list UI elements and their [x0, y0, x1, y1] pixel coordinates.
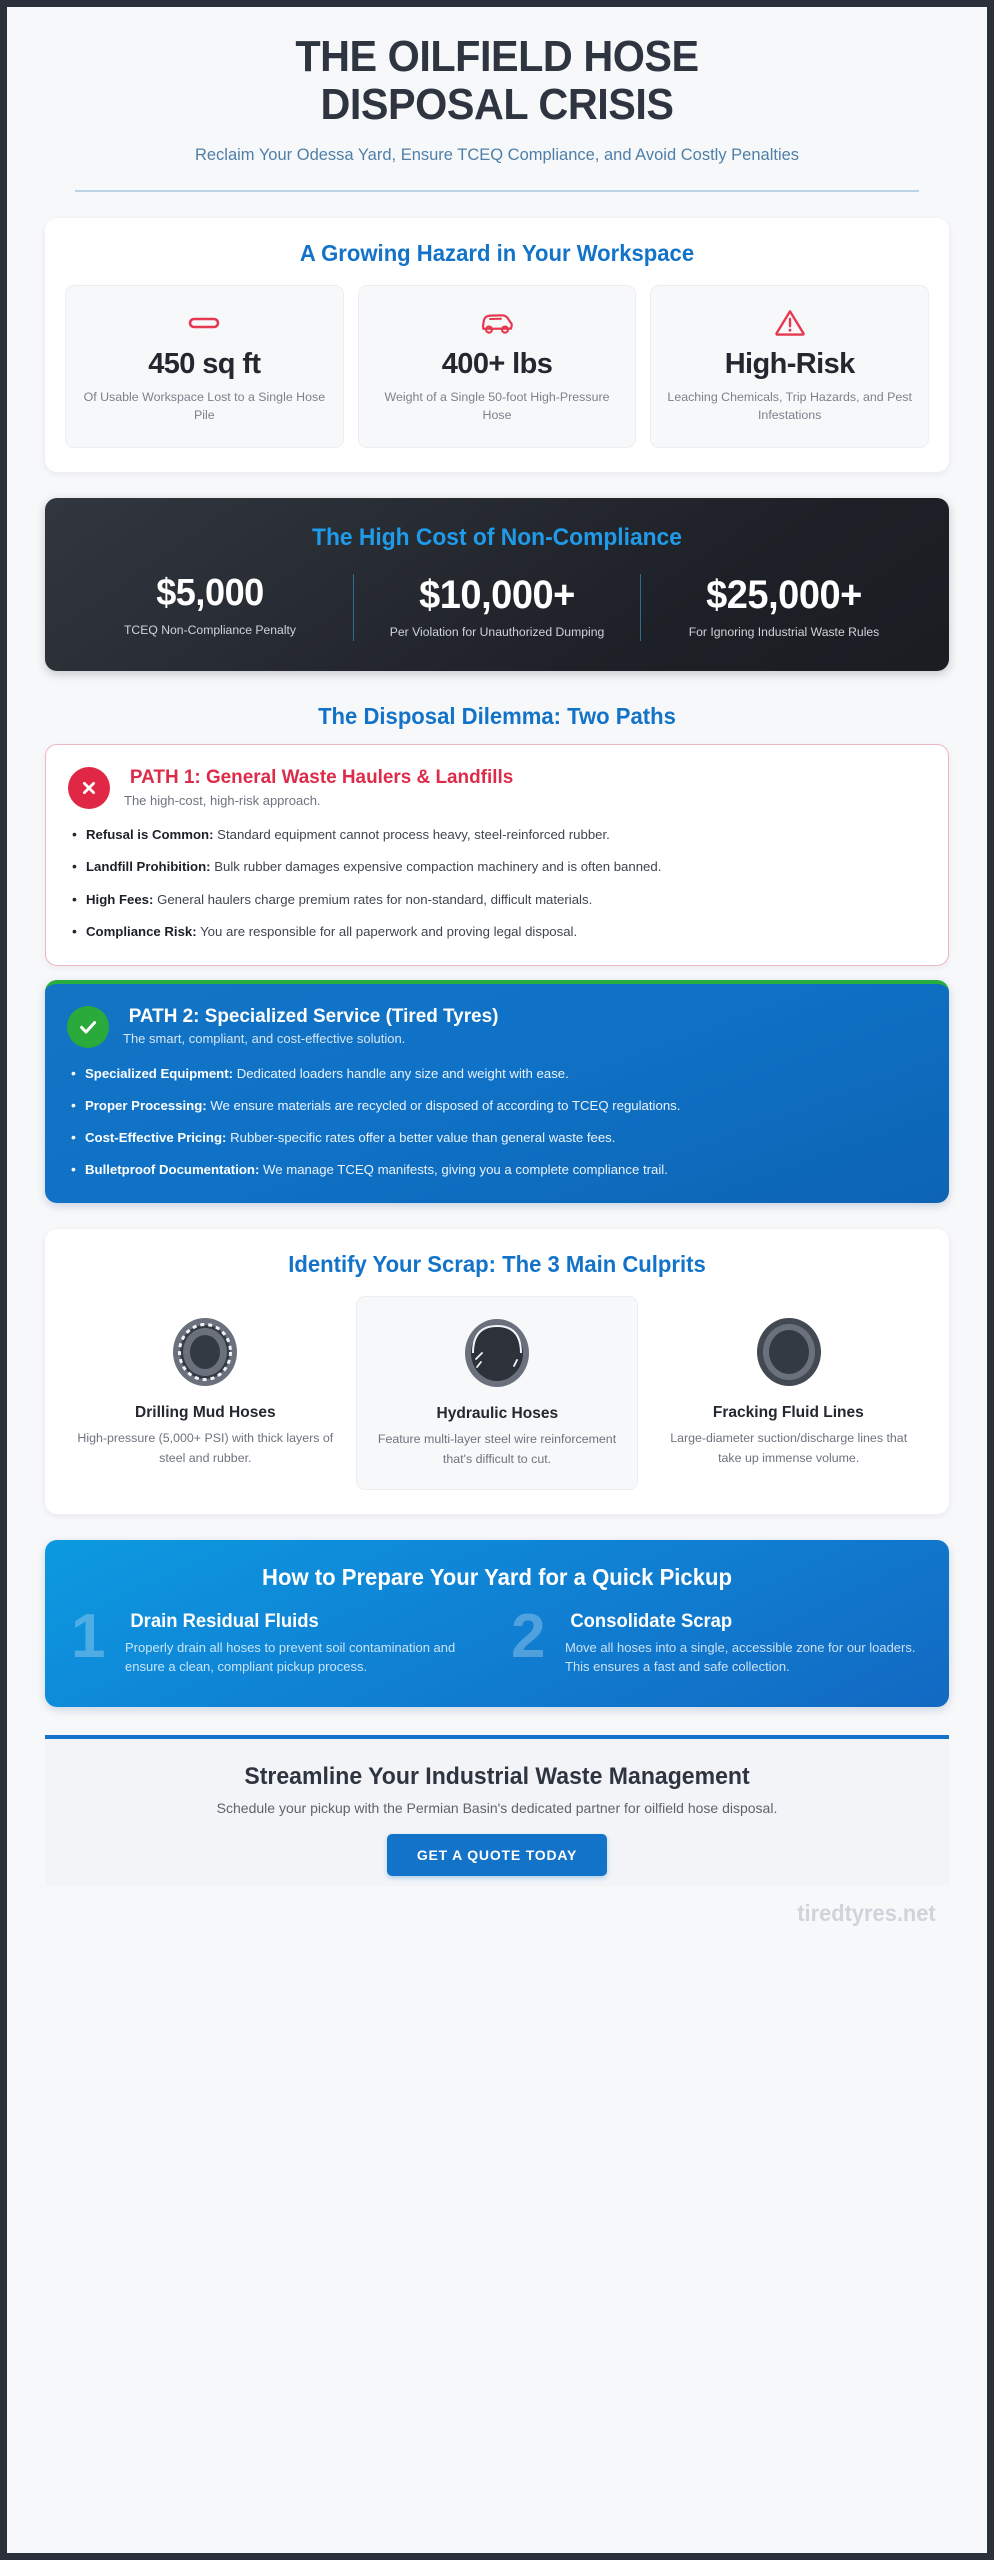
bullet-text: We ensure materials are recycled or disposed of according to TCEQ regulations.: [206, 1097, 681, 1113]
cost-caption: For Ignoring Industrial Waste Rules: [688, 624, 880, 639]
stat-label: Weight of a Single 50-foot High-Pressure Hose: [384, 389, 610, 422]
scrap-desc: High-pressure (5,000+ PSI) with thick layers of steel and rubber.: [77, 1431, 334, 1465]
cost-amount: $25,000+: [706, 572, 862, 617]
cost-items-row: [67, 571, 927, 641]
header-divider: [75, 190, 919, 192]
hose-bar-icon: [78, 306, 331, 340]
cost-amount: $10,000+: [419, 572, 575, 617]
dilemma-title: The Disposal Dilemma: Two Paths: [318, 703, 676, 730]
scrap-desc: Feature multi-layer steel wire reinforcement that's difficult to cut.: [377, 1432, 617, 1466]
list-item: [67, 1096, 927, 1115]
path-2-subtitle: The smart, compliant, and cost-effective solution.: [123, 1031, 406, 1047]
path-1-subtitle: The high-cost, high-risk approach.: [124, 792, 321, 808]
cost-item-industrial-waste: [640, 574, 927, 641]
cost-item-dumping-violation: [353, 574, 640, 641]
step-number: 2: [511, 1601, 546, 1671]
bullet-label: Proper Processing:: [85, 1097, 207, 1113]
stat-card-risk: [650, 285, 929, 448]
list-item: [67, 1128, 927, 1147]
path-1-title: PATH 1: General Waste Haulers & Landfills: [129, 766, 514, 789]
stat-label: Of Usable Workspace Lost to a Single Hose Pile: [83, 389, 326, 422]
page-title-line1: THE OILFIELD HOSE: [295, 32, 699, 81]
stat-value: 450 sq ft: [148, 347, 261, 380]
x-circle-icon: [68, 767, 110, 809]
page-title: [100, 33, 893, 128]
step-desc: Move all hoses into a single, accessible zone for our loaders. This ensures a fast and safe collection.: [565, 1639, 916, 1675]
cost-title: The High Cost of Non-Compliance: [312, 523, 682, 551]
cost-caption: TCEQ Non-Compliance Penalty: [123, 622, 297, 637]
stat-value: High-Risk: [724, 347, 855, 380]
path-2-header: [67, 1004, 927, 1048]
prepare-section: [45, 1540, 949, 1707]
bullet-label: Specialized Equipment:: [85, 1065, 234, 1081]
list-item: [68, 890, 926, 909]
cost-section: [45, 498, 949, 671]
prepare-step-1: [71, 1601, 483, 1677]
list-item: [68, 825, 926, 844]
list-item: [67, 1160, 927, 1179]
step-title: Consolidate Scrap: [570, 1610, 733, 1632]
cost-caption: Per Violation for Unauthorized Dumping: [389, 624, 605, 639]
stat-label: Leaching Chemicals, Trip Hazards, and Pest Infestations: [667, 389, 912, 422]
cost-item-tceq-penalty: [67, 571, 353, 639]
path-2-card: [45, 980, 949, 1204]
page-title-line2: DISPOSAL CRISIS: [320, 79, 674, 129]
page-subtitle: Reclaim Your Odessa Yard, Ensure TCEQ Compliance, and Avoid Costly Penalties: [194, 146, 800, 165]
footer-cta-section: [45, 1735, 949, 1886]
car-weight-icon: [371, 306, 624, 340]
site-watermark: tiredtyres.net: [797, 1899, 936, 1926]
bullet-label: Landfill Prohibition:: [86, 859, 211, 875]
scrap-desc: Large-diameter suction/discharge lines that take up immense volume.: [670, 1431, 908, 1465]
prepare-step-2: [511, 1601, 923, 1677]
bullet-label: Compliance Risk:: [86, 923, 197, 939]
list-item: [67, 1064, 927, 1083]
hydraulic-hose-cross-section-icon: [369, 1315, 626, 1391]
path-1-card: [45, 744, 949, 966]
bullet-text: Standard equipment cannot process heavy, steel-reinforced rubber.: [213, 827, 610, 843]
warning-triangle-icon: [663, 306, 916, 340]
scrap-name: Drilling Mud Hoses: [135, 1404, 276, 1422]
path-2-bullets: [67, 1064, 927, 1180]
fracking-fluid-line-cross-section-icon: [660, 1314, 917, 1390]
scrap-name: Fracking Fluid Lines: [713, 1404, 865, 1422]
bullet-text: Bulk rubber damages expensive compaction machinery and is often banned.: [210, 859, 662, 875]
bullet-text: We manage TCEQ manifests, giving you a complete compliance trail.: [259, 1162, 668, 1178]
bullet-label: High Fees:: [86, 891, 154, 907]
list-item: [68, 857, 926, 876]
scrap-name: Hydraulic Hoses: [436, 1405, 558, 1423]
bullet-text: You are responsible for all paperwork and proving legal disposal.: [196, 923, 578, 939]
step-number: 1: [71, 1601, 106, 1671]
scrap-card-fracking-fluid-lines: [648, 1296, 929, 1487]
stat-card-workspace: [65, 285, 344, 448]
drilling-mud-hose-cross-section-icon: [77, 1314, 334, 1390]
scrap-items-row: [65, 1296, 929, 1489]
bullet-label: Cost-Effective Pricing:: [85, 1130, 227, 1146]
check-circle-icon: [67, 1006, 109, 1048]
step-title: Drain Residual Fluids: [130, 1610, 319, 1632]
hero-header: [45, 33, 949, 192]
scrap-section: [45, 1229, 949, 1513]
footer-title: Streamline Your Industrial Waste Management: [244, 1762, 750, 1790]
hazard-title: A Growing Hazard in Your Workspace: [299, 239, 695, 266]
cost-amount: $5,000: [156, 571, 264, 614]
list-item: [68, 922, 926, 941]
hazard-section: [45, 218, 949, 472]
scrap-card-hydraulic-hoses: [356, 1296, 639, 1489]
scrap-title: Identify Your Scrap: The 3 Main Culprits: [288, 1251, 706, 1278]
stat-value: 400+ lbs: [441, 347, 553, 380]
bullet-text: Dedicated loaders handle any size and weight with ease.: [233, 1065, 569, 1081]
path-1-bullets: [68, 825, 926, 941]
prepare-steps-row: [71, 1601, 923, 1677]
hazard-stats-row: [65, 285, 929, 448]
path-1-header: [68, 765, 926, 809]
bullet-text: Rubber-specific rates offer a better value than general waste fees.: [226, 1130, 616, 1146]
bullet-label: Refusal is Common:: [86, 827, 214, 843]
scrap-card-drilling-mud-hoses: [65, 1296, 346, 1487]
bullet-text: General haulers charge premium rates for non-standard, difficult materials.: [153, 891, 593, 907]
prepare-title: How to Prepare Your Yard for a Quick Pickup: [262, 1563, 732, 1590]
footer-subtitle: Schedule your pickup with the Permian Basin's dedicated partner for oilfield hose disposal.: [216, 1799, 778, 1816]
bullet-label: Bulletproof Documentation:: [85, 1162, 260, 1178]
path-2-title: PATH 2: Specialized Service (Tired Tyres): [128, 1004, 499, 1027]
get-a-quote-button[interactable]: GET A QUOTE TODAY: [387, 1834, 607, 1876]
stat-card-weight: [358, 285, 637, 448]
step-desc: Properly drain all hoses to prevent soil contamination and ensure a clean, compliant pickup process.: [125, 1639, 456, 1675]
